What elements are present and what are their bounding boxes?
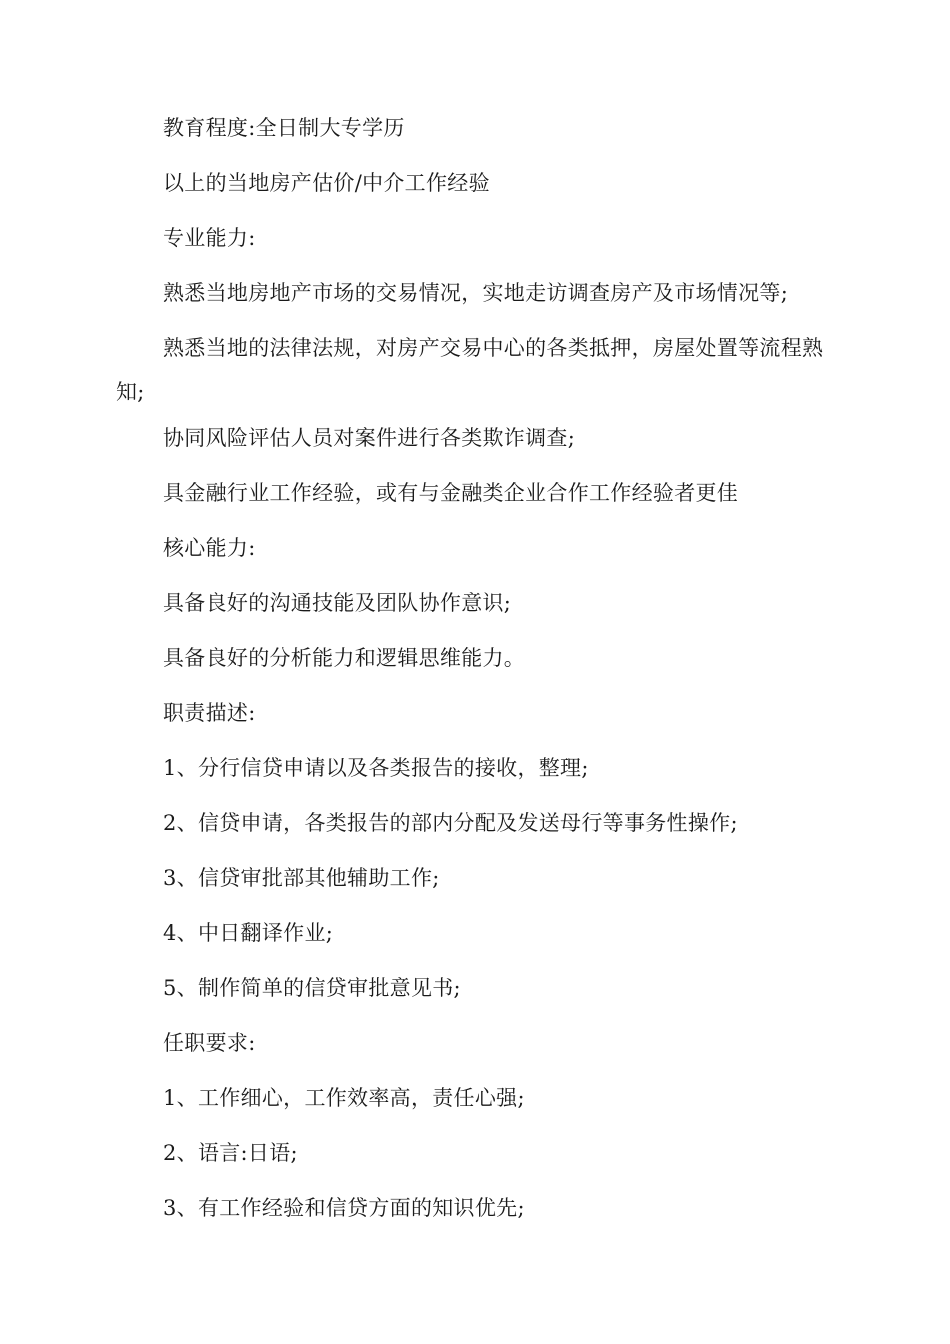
paragraph-line: 协同风险评估人员对案件进行各类欺诈调查;	[163, 426, 576, 450]
paragraph-line: 具金融行业工作经验，或有与金融类企业合作工作经验者更佳	[163, 481, 739, 505]
paragraph-line: 具备良好的分析能力和逻辑思维能力。	[163, 646, 526, 670]
list-item: 2、信贷申请，各类报告的部内分配及发送母行等事务性操作;	[163, 811, 738, 835]
experience-requirement: 以上的当地房产估价/中介工作经验	[163, 171, 490, 195]
list-item: 5、制作简单的信贷审批意见书;	[163, 976, 461, 1000]
section-heading-responsibilities: 职责描述:	[163, 701, 256, 725]
section-heading-core-skills: 核心能力:	[163, 536, 256, 560]
section-heading-professional-skills: 专业能力:	[163, 226, 256, 250]
list-item: 4、中日翻译作业;	[163, 921, 334, 945]
list-item: 3、有工作经验和信贷方面的知识优先;	[163, 1196, 525, 1220]
list-item: 1、工作细心，工作效率高，责任心强;	[163, 1086, 525, 1110]
list-item: 2、语言:日语;	[163, 1141, 298, 1165]
paragraph-line: 熟悉当地的法律法规，对房产交易中心的各类抵押，房屋处置等流程熟知;	[116, 336, 824, 404]
list-item: 3、信贷审批部其他辅助工作;	[163, 866, 440, 890]
list-item: 1、分行信贷申请以及各类报告的接收，整理;	[163, 756, 589, 780]
section-heading-requirements: 任职要求:	[163, 1031, 256, 1055]
paragraph-line: 具备良好的沟通技能及团队协作意识;	[163, 591, 512, 615]
education-requirement: 教育程度:全日制大专学历	[163, 116, 405, 140]
paragraph-line: 熟悉当地房地产市场的交易情况，实地走访调查房产及市场情况等;	[163, 281, 789, 305]
